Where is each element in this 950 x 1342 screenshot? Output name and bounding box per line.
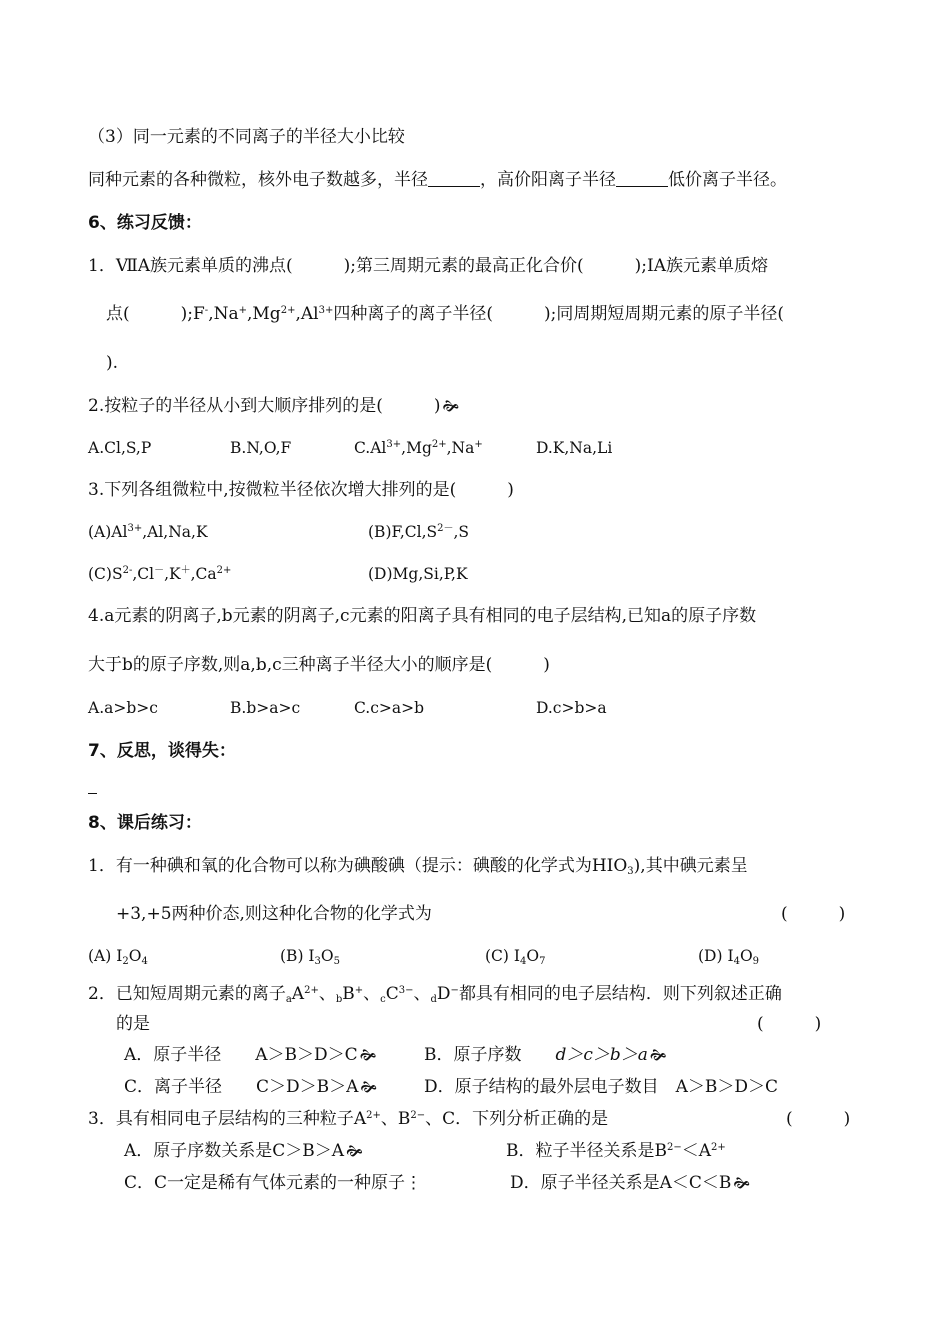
option-d[interactable] xyxy=(510,1172,750,1194)
stem-text: 2.按粒子的半径从小到大顺序排列的是( ) xyxy=(88,396,441,416)
text: O xyxy=(526,947,540,965)
homework-3-stem xyxy=(88,1108,608,1130)
charge: － xyxy=(154,565,165,576)
text: ,Al,Na,K xyxy=(142,523,208,541)
text: 点( );F xyxy=(106,304,205,324)
answer-blank[interactable] xyxy=(616,170,668,187)
option-b[interactable] xyxy=(506,1140,726,1162)
text: B．粒子半径关系是B xyxy=(506,1141,667,1161)
ornament-icon: 🙞 xyxy=(346,1142,363,1160)
ion: C xyxy=(385,984,399,1004)
charge: 2+ xyxy=(711,1142,726,1153)
text: 3．具有相同电子层结构的三种粒子A xyxy=(88,1109,367,1129)
subscript: c xyxy=(380,994,386,1005)
answer-line[interactable] xyxy=(88,793,97,794)
subscript: 5 xyxy=(333,956,341,967)
text: 2．已知短周期元素的离子 xyxy=(88,984,286,1004)
charge: 3+ xyxy=(318,305,334,316)
charge: + xyxy=(238,305,247,316)
text: ),其中碘元素呈 xyxy=(633,856,748,876)
subscript: b xyxy=(335,994,343,1005)
sentence-part: 同种元素的各种微粒，核外电子数越多，半径 xyxy=(88,170,428,190)
option-c[interactable] xyxy=(124,1076,377,1098)
option-c[interactable] xyxy=(88,563,231,585)
text: O xyxy=(128,947,142,965)
ion: B xyxy=(342,984,355,1004)
text: A．原子半径 A＞B＞D＞C xyxy=(124,1045,358,1065)
option-c[interactable] xyxy=(485,945,545,967)
charge: 3− xyxy=(398,985,414,996)
subscript: 2 xyxy=(122,956,129,967)
answer-paren[interactable]: ( ) xyxy=(786,1109,851,1129)
question-1-line-1: 1．ⅦA族元素单质的沸点( );第三周期元素的最高正化合价( );IA族元素单质熔 xyxy=(88,256,769,276)
text: ,Ca xyxy=(190,565,217,583)
charge: 2− xyxy=(410,1110,426,1121)
text: ,S xyxy=(453,523,470,541)
charge: + xyxy=(474,439,483,450)
text: B．原子序数 xyxy=(424,1045,522,1065)
fill-in-sentence xyxy=(88,169,787,191)
text: ,Na xyxy=(208,304,239,324)
charge: + xyxy=(354,985,364,996)
text: (C)S xyxy=(88,565,123,583)
option-a[interactable] xyxy=(88,521,208,543)
charge: 2+ xyxy=(431,439,447,450)
answer-paren[interactable]: ( ) xyxy=(757,1014,822,1034)
subscript: 4 xyxy=(520,956,527,967)
charge: - xyxy=(204,305,209,316)
dots-mark: ⋮ xyxy=(405,1173,423,1193)
subscript: 4 xyxy=(733,956,740,967)
answer-paren[interactable]: ( ) xyxy=(781,904,846,924)
ornament-icon: 🙞 xyxy=(360,1078,378,1096)
ornament-icon: 🙞 xyxy=(733,1174,751,1192)
option-a[interactable]: A.a>b>c xyxy=(88,699,158,717)
option-c[interactable] xyxy=(354,437,483,459)
subscript: 3 xyxy=(627,866,634,877)
subscript: 3 xyxy=(314,956,321,967)
subscript: d xyxy=(430,994,437,1005)
ornament-icon: 🙞 xyxy=(649,1046,667,1064)
option-c[interactable] xyxy=(124,1172,422,1194)
text: 、B xyxy=(380,1109,411,1129)
charge: 2－ xyxy=(437,523,454,534)
charge: 2+ xyxy=(304,985,319,996)
question-1-line-2 xyxy=(106,303,784,325)
section-heading: 7、反思，谈得失： xyxy=(88,741,236,761)
text: ,Na xyxy=(446,439,475,457)
option-d[interactable]: D.K,Na,Li xyxy=(536,439,613,457)
charge: 2+ xyxy=(280,305,296,316)
text: ,Al xyxy=(295,304,319,324)
sentence-part: ，高价阳离子半径 xyxy=(480,170,616,190)
text: 都具有相同的电子层结构．则下列叙述正确 xyxy=(458,984,782,1004)
option-c[interactable]: C.c>a>b xyxy=(354,699,425,717)
charge: 3+ xyxy=(386,439,402,450)
text: ,Mg xyxy=(401,439,432,457)
ion: D xyxy=(436,984,451,1004)
option-b[interactable]: B.b>a>c xyxy=(230,699,301,717)
option-d[interactable] xyxy=(698,945,759,967)
option-a[interactable]: A.Cl,S,P xyxy=(88,439,152,457)
charge: − xyxy=(450,985,459,996)
section-title: （3）同一元素的不同离子的半径大小比较 xyxy=(88,127,405,147)
text: (B)F,Cl,S xyxy=(368,523,438,541)
section-heading: 6、练习反馈： xyxy=(88,213,202,233)
text: ,Mg xyxy=(247,304,281,324)
text: O xyxy=(320,947,334,965)
text: 、 xyxy=(413,984,431,1004)
sentence-part: 低价离子半径。 xyxy=(668,170,787,190)
subscript: 9 xyxy=(752,956,760,967)
text: 、C．下列分析正确的是 xyxy=(425,1109,609,1129)
question-1-line-3: ). xyxy=(106,353,119,373)
homework-2-line-1 xyxy=(88,983,782,1005)
text: (A) I xyxy=(88,947,123,965)
subscript: 4 xyxy=(141,956,148,967)
text: A．原子序数关系是C＞B＞A xyxy=(124,1141,345,1161)
text: O xyxy=(739,947,753,965)
text: (B) I xyxy=(280,947,315,965)
homework-2-line-2: 的是 xyxy=(116,1014,150,1034)
text: (A)Al xyxy=(88,523,128,541)
question-4-line-2: 大于b的原子序数,则a,b,c三种离子半径大小的顺序是( ) xyxy=(88,655,550,675)
option-b[interactable] xyxy=(424,1044,667,1066)
text: 四种离子的离子半径( );同周期短周期元素的原子半径( xyxy=(333,304,784,324)
text: ,K xyxy=(164,565,181,583)
ion: A xyxy=(291,984,305,1004)
option-b[interactable]: B.N,O,F xyxy=(230,439,292,457)
charge: 2+ xyxy=(216,565,232,576)
text: C．离子半径 C＞D＞B＞A xyxy=(124,1077,359,1097)
charge: ＋ xyxy=(180,565,191,576)
subscript: 7 xyxy=(539,956,546,967)
option-d[interactable]: (D)Mg,Si,P,K xyxy=(368,565,468,583)
homework-1-line-1 xyxy=(88,855,748,877)
subscript: a xyxy=(285,994,292,1005)
option-d[interactable]: D．原子结构的最外层电子数目 A＞B＞D＞C xyxy=(424,1077,779,1097)
text: C．C一定是稀有气体元素的一种原子 xyxy=(124,1173,406,1193)
text: (C) I xyxy=(485,947,521,965)
text: (D) I xyxy=(698,947,734,965)
option-a[interactable] xyxy=(88,945,148,967)
homework-1-line-2: +3,+5两种价态,则这种化合物的化学式为 xyxy=(116,904,432,924)
ornament-icon: 🙞 xyxy=(359,1046,377,1064)
text: 1．有一种碘和氧的化合物可以称为碘酸碘（提示：碘酸的化学式为HIO xyxy=(88,856,628,876)
text: 、 xyxy=(318,984,336,1004)
ornament-icon: 🙞 xyxy=(442,397,460,415)
question-2-stem xyxy=(88,395,459,417)
charge: 2+ xyxy=(366,1110,381,1121)
question-4-line-1: 4.a元素的阴离子,b元素的阴离子,c元素的阳离子具有相同的电子层结构,已知a的原子序数 xyxy=(88,606,757,626)
charge: 2- xyxy=(122,565,133,576)
option-d[interactable]: D.c>b>a xyxy=(536,699,607,717)
charge: 3+ xyxy=(127,523,143,534)
option-a[interactable] xyxy=(124,1044,376,1066)
text: ,Cl xyxy=(132,565,155,583)
text: C.Al xyxy=(354,439,387,457)
text: 、 xyxy=(363,984,381,1004)
option-a[interactable] xyxy=(124,1140,363,1162)
option-b[interactable] xyxy=(368,521,469,543)
section-heading: 8、课后练习： xyxy=(88,813,202,833)
answer-blank[interactable] xyxy=(428,170,480,187)
text: d＞c＞b＞a xyxy=(555,1045,648,1065)
text: D．原子半径关系是A＜C＜B xyxy=(510,1173,732,1193)
question-3-stem: 3.下列各组微粒中,按微粒半径依次增大排列的是( ) xyxy=(88,480,514,500)
charge: 2− xyxy=(667,1142,682,1153)
text: ＜A xyxy=(681,1141,712,1161)
option-b[interactable] xyxy=(280,945,340,967)
